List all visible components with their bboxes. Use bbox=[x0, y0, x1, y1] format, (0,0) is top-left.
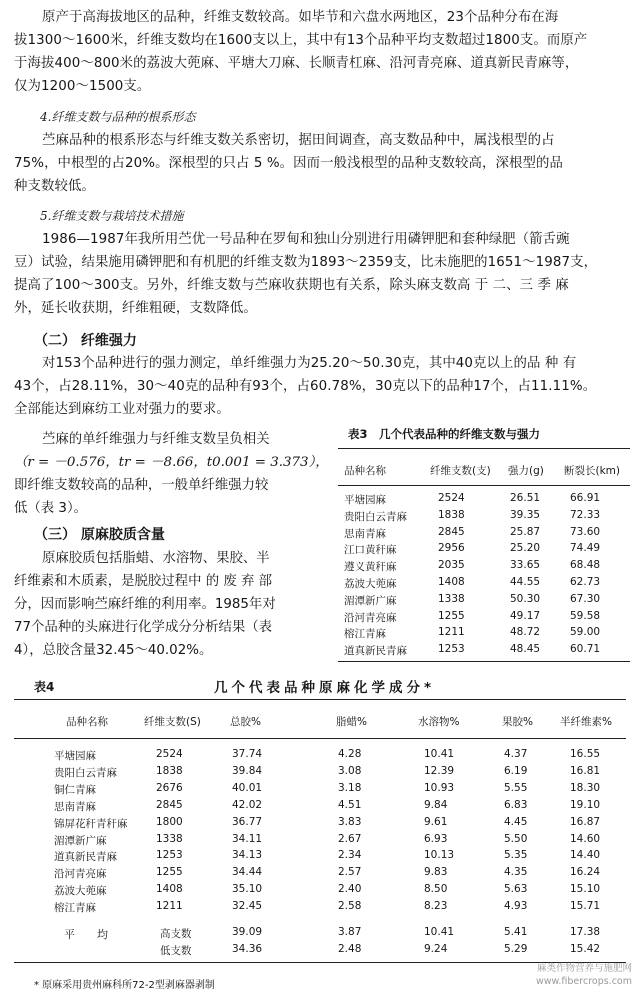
table-cell: 33.65 bbox=[510, 559, 541, 572]
table-cell: 8.50 bbox=[424, 883, 448, 896]
table-cell: 59.58 bbox=[570, 609, 601, 622]
header-cell: 纤维支数(支) bbox=[430, 465, 491, 477]
table-cell: 2956 bbox=[438, 542, 465, 555]
table-cell: 4.37 bbox=[504, 748, 528, 760]
table-cell: 67.30 bbox=[570, 592, 601, 605]
text-line: 1986—1987年我所用苎优一号品种在罗甸和独山分别进行用磷钾肥和套种绿肥（箭舌豌 bbox=[42, 232, 570, 247]
text-line: 即纤维支数较高的品种，一般单纤维强力较 bbox=[14, 478, 269, 493]
text-line: 种支数较低。 bbox=[14, 179, 95, 194]
table-cell: 沿河青亮麻 bbox=[344, 611, 397, 624]
table-cell: 6.93 bbox=[424, 832, 448, 845]
table-cell: 72.33 bbox=[570, 508, 601, 521]
table-cell: 5.41 bbox=[504, 926, 528, 938]
table-cell: 2.48 bbox=[338, 943, 362, 955]
table-cell: 高支数 bbox=[160, 928, 192, 940]
table-cell: 4.93 bbox=[504, 900, 528, 913]
table-footnote: * 原麻采用贵州麻科所72-2型剥麻器剥制 bbox=[34, 980, 215, 991]
table-cell: 5.63 bbox=[504, 883, 528, 896]
header-cell: 强力(g) bbox=[508, 465, 544, 477]
table-cell: 5.50 bbox=[504, 832, 528, 845]
table-cell: 44.55 bbox=[510, 576, 541, 588]
table-cell: 39.09 bbox=[232, 926, 263, 938]
table-cell: 26.51 bbox=[510, 492, 541, 504]
table-cell: 荔波大蔸麻 bbox=[54, 885, 107, 898]
table-cell: 25.20 bbox=[510, 542, 541, 555]
table-cell: 32.45 bbox=[232, 900, 263, 913]
table-top-rule bbox=[14, 699, 626, 700]
table-cell: 4.51 bbox=[338, 798, 362, 811]
header-cell: 水溶物% bbox=[418, 716, 460, 728]
table-cell: 1211 bbox=[438, 626, 465, 639]
paragraph-correlation bbox=[14, 428, 334, 520]
table-cell: 60.71 bbox=[570, 643, 601, 656]
header-cell: 纤维支数(S) bbox=[144, 716, 201, 728]
table-cell: 2845 bbox=[438, 525, 465, 538]
header-cell: 品种名称 bbox=[344, 465, 386, 477]
table-cell: 1253 bbox=[438, 643, 465, 656]
table-cell: 9.61 bbox=[424, 815, 448, 828]
table-cell: 铜仁青麻 bbox=[54, 783, 96, 796]
table-cell: 2035 bbox=[438, 559, 465, 572]
table-cell: 1338 bbox=[438, 592, 465, 605]
table-cell: 贵阳白云青麻 bbox=[54, 766, 117, 779]
text-line: 豆）试验，结果施用磷钾肥和有机肥的纤维支数为1893～2359支，比未施肥的1651～1987支， bbox=[14, 255, 598, 270]
text-line: 43个，占28.11%，30～40克的品种有93个，占60.78%，30克以下的品种17个，占11.11%。 bbox=[14, 379, 597, 394]
text-line: 外，延长收获期，纤维粗硬，支数降低。 bbox=[14, 301, 257, 316]
text-line: 苎麻品种的根系形态与纤维支数关系密切，据田间调查，高支数品种中，属浅根型的占 bbox=[42, 133, 555, 148]
paragraph-cultivation bbox=[14, 228, 624, 320]
table-cell: 江口黄秆麻 bbox=[344, 544, 397, 557]
table-cell: 25.87 bbox=[510, 525, 541, 538]
paragraph-strength bbox=[14, 352, 624, 421]
paragraph-gum-content bbox=[14, 547, 334, 662]
text-line: 原麻胶质包括脂蜡、水溶物、果胶、半 bbox=[42, 551, 270, 566]
table-cell: 16.24 bbox=[570, 866, 601, 879]
table-bottom-rule bbox=[338, 661, 630, 662]
paragraph-altitude bbox=[14, 6, 624, 98]
header-cell: 半纤维素% bbox=[560, 716, 612, 728]
subheading-cultivation: 5.纤维支数与栽培技术措施 bbox=[40, 209, 184, 223]
table-cell: 50.30 bbox=[510, 592, 541, 605]
table-cell: 10.13 bbox=[424, 849, 455, 862]
table-cell: 14.40 bbox=[570, 849, 601, 862]
text-line: 4），总胶含量32.45～40.02%。 bbox=[14, 643, 213, 658]
table-cell: 1255 bbox=[438, 609, 465, 622]
table-cell: 34.11 bbox=[232, 832, 263, 845]
table-cell: 12.39 bbox=[424, 764, 455, 777]
table-cell: 平塘园麻 bbox=[344, 494, 386, 506]
table-cell: 4.35 bbox=[504, 866, 528, 879]
table-cell: 42.02 bbox=[232, 798, 263, 811]
table-cell: 2845 bbox=[156, 798, 183, 811]
header-cell: 脂蜡% bbox=[336, 716, 367, 728]
table-header-rule bbox=[338, 485, 630, 486]
header-cell: 品种名称 bbox=[66, 716, 108, 728]
table-cell: 3.08 bbox=[338, 764, 362, 777]
table-cell: 40.01 bbox=[232, 781, 263, 794]
table-cell: 39.35 bbox=[510, 508, 541, 521]
text-line: 低（表 3）。 bbox=[14, 501, 88, 516]
table-cell: 48.45 bbox=[510, 643, 541, 656]
paragraph-root-form bbox=[14, 129, 624, 198]
table-cell: 5.29 bbox=[504, 943, 528, 955]
text-line: 75%，中根型的占20%。深根型的只占 5 %。因而一般浅根型的品种支数较高，深根型的品 bbox=[14, 156, 563, 171]
table-cell: 19.10 bbox=[570, 798, 601, 811]
table-top-rule bbox=[338, 448, 630, 449]
header-cell: 断裂长(km) bbox=[564, 465, 621, 477]
table-cell: 5.55 bbox=[504, 781, 528, 794]
table-cell: 36.77 bbox=[232, 815, 263, 828]
table-4-caption: 几个代表品种原麻化学成分* bbox=[214, 680, 436, 696]
text-line: 纤维素和木质素，是脱胶过程中 的 废 弃 部 bbox=[14, 574, 273, 589]
table-cell: 4.28 bbox=[338, 748, 362, 760]
table-cell: 榕江青麻 bbox=[344, 628, 386, 641]
table-cell: 4.45 bbox=[504, 815, 528, 828]
table-cell: 1253 bbox=[156, 849, 183, 862]
table-cell: 1408 bbox=[156, 883, 183, 896]
table-cell: 1838 bbox=[156, 764, 183, 777]
table-cell: 10.93 bbox=[424, 781, 455, 794]
table-4-label: 表4 bbox=[34, 680, 55, 694]
watermark-url: www.fibercrops.com bbox=[535, 976, 632, 987]
table-cell: 荔波大蔸麻 bbox=[344, 578, 397, 590]
table-cell: 1211 bbox=[156, 900, 183, 913]
table-cell: 10.41 bbox=[424, 748, 455, 760]
table-cell: 34.13 bbox=[232, 849, 263, 862]
table-cell: 66.91 bbox=[570, 492, 601, 504]
text-line: 分，因而影响苎麻纤维的利用率。1985年对 bbox=[14, 597, 276, 612]
table-cell: 16.55 bbox=[570, 748, 601, 760]
average-label: 平 均 bbox=[64, 928, 108, 941]
table-cell: 17.38 bbox=[570, 926, 601, 938]
watermark-title: 麻类作物营养与施肥网 bbox=[536, 963, 632, 974]
subheading-root-form: 4.纤维支数与品种的根系形态 bbox=[40, 110, 196, 124]
table-cell: 34.44 bbox=[232, 866, 263, 879]
table-cell: 73.60 bbox=[570, 525, 601, 538]
table-cell: 2676 bbox=[156, 781, 183, 794]
header-cell: 总胶% bbox=[230, 716, 261, 728]
table-cell: 37.74 bbox=[232, 748, 263, 760]
text-line: 77个品种的头麻进行化学成分分析结果（表 bbox=[14, 620, 273, 635]
table-cell: 15.71 bbox=[570, 900, 601, 913]
table-cell: 15.42 bbox=[570, 943, 601, 955]
table-cell: 9.84 bbox=[424, 798, 448, 811]
section-heading-gum-content: （三） 原麻胶质含量 bbox=[34, 527, 165, 543]
table-cell: 39.84 bbox=[232, 764, 263, 777]
table-cell: 沿河青亮麻 bbox=[54, 868, 107, 881]
table-cell: 湄潭新广麻 bbox=[344, 594, 397, 607]
text-line: 于海拔400～800米的荔波大蔸麻、平塘大刀麻、长顺青杠麻、沿河青亮麻、道真新民青麻等， bbox=[14, 56, 579, 71]
table-cell: 6.19 bbox=[504, 764, 528, 777]
table-cell: 3.18 bbox=[338, 781, 362, 794]
table-cell: 2.67 bbox=[338, 832, 362, 845]
table-cell: 74.49 bbox=[570, 542, 601, 555]
table-cell: 8.23 bbox=[424, 900, 448, 913]
table-cell: 2.34 bbox=[338, 849, 362, 862]
table-cell: 平塘园麻 bbox=[54, 750, 96, 762]
table-cell: 3.87 bbox=[338, 926, 362, 938]
text-line: 苎麻的单纤维强力与纤维支数呈负相关 bbox=[42, 432, 270, 447]
table-cell: 思南青麻 bbox=[344, 527, 386, 540]
table-cell: 道真新民青麻 bbox=[344, 645, 407, 658]
table-3 bbox=[338, 426, 630, 658]
table-cell: 2.40 bbox=[338, 883, 362, 896]
table-cell: 榕江青麻 bbox=[54, 902, 96, 915]
table-cell: 5.35 bbox=[504, 849, 528, 862]
table-cell: 16.81 bbox=[570, 764, 601, 777]
table-cell: 68.48 bbox=[570, 559, 601, 572]
table-cell: 6.83 bbox=[504, 798, 528, 811]
table-cell: 2524 bbox=[156, 748, 183, 760]
table-bottom-rule bbox=[14, 962, 626, 963]
text-line: 仅为1200～1500支。 bbox=[14, 79, 151, 94]
table-cell: 锦屏花秆青秆麻 bbox=[54, 817, 128, 830]
table-cell: 49.17 bbox=[510, 609, 541, 622]
table-cell: 贵阳白云青麻 bbox=[344, 510, 407, 523]
site-watermark bbox=[536, 962, 632, 988]
table-cell: 3.83 bbox=[338, 815, 362, 828]
table-header-rule bbox=[14, 738, 626, 739]
text-line: 全部能达到麻纺工业对强力的要求。 bbox=[14, 402, 230, 417]
table-cell: 1800 bbox=[156, 815, 183, 828]
correlation-formula: （r = －0.576，tr = －8.66，t0.001 = 3.373）， bbox=[14, 455, 329, 470]
text-line: 提高了100～300支。另外，纤维支数与苎麻收获期也有关系，除头麻支数高 于 二、三 季 麻 bbox=[14, 278, 569, 293]
table-cell: 2.57 bbox=[338, 866, 362, 879]
table-cell: 9.24 bbox=[424, 943, 448, 955]
table-cell: 遵义黄秆麻 bbox=[344, 561, 397, 574]
table-cell: 2524 bbox=[438, 492, 465, 504]
table-cell: 16.87 bbox=[570, 815, 601, 828]
table-cell: 1408 bbox=[438, 576, 465, 588]
text-line: 拔1300～1600米，纤维支数均在1600支以上，其中有13个品种平均支数超过1800支。而原产 bbox=[14, 33, 588, 48]
table-cell: 低支数 bbox=[160, 945, 192, 957]
text-line: 对153个品种进行的强力测定，单纤维强力为25.20～50.30克，其中40克以上的品 种 有 bbox=[42, 356, 577, 371]
table-cell: 1255 bbox=[156, 866, 183, 879]
table-cell: 48.72 bbox=[510, 626, 541, 639]
header-cell: 果胶% bbox=[502, 716, 533, 728]
table-cell: 15.10 bbox=[570, 883, 601, 896]
table-cell: 1838 bbox=[438, 508, 465, 521]
table-cell: 10.41 bbox=[424, 926, 455, 938]
table-cell: 思南青麻 bbox=[54, 800, 96, 813]
table-cell: 62.73 bbox=[570, 576, 601, 588]
table-cell: 18.30 bbox=[570, 781, 601, 794]
section-heading-strength: （二） 纤维强力 bbox=[34, 333, 137, 349]
table-cell: 34.36 bbox=[232, 943, 263, 955]
table-cell: 14.60 bbox=[570, 832, 601, 845]
table-3-caption: 表3 几个代表品种的纤维支数与强力 bbox=[348, 427, 540, 441]
table-cell: 35.10 bbox=[232, 883, 263, 896]
table-cell: 道真新民青麻 bbox=[54, 851, 117, 864]
text-line: 原产于高海拔地区的品种，纤维支数较高。如毕节和六盘水两地区，23个品种分布在海 bbox=[42, 10, 559, 25]
table-cell: 9.83 bbox=[424, 866, 448, 879]
table-cell: 59.00 bbox=[570, 626, 601, 639]
table-cell: 1338 bbox=[156, 832, 183, 845]
table-cell: 湄潭新广麻 bbox=[54, 834, 107, 847]
table-cell: 2.58 bbox=[338, 900, 362, 913]
